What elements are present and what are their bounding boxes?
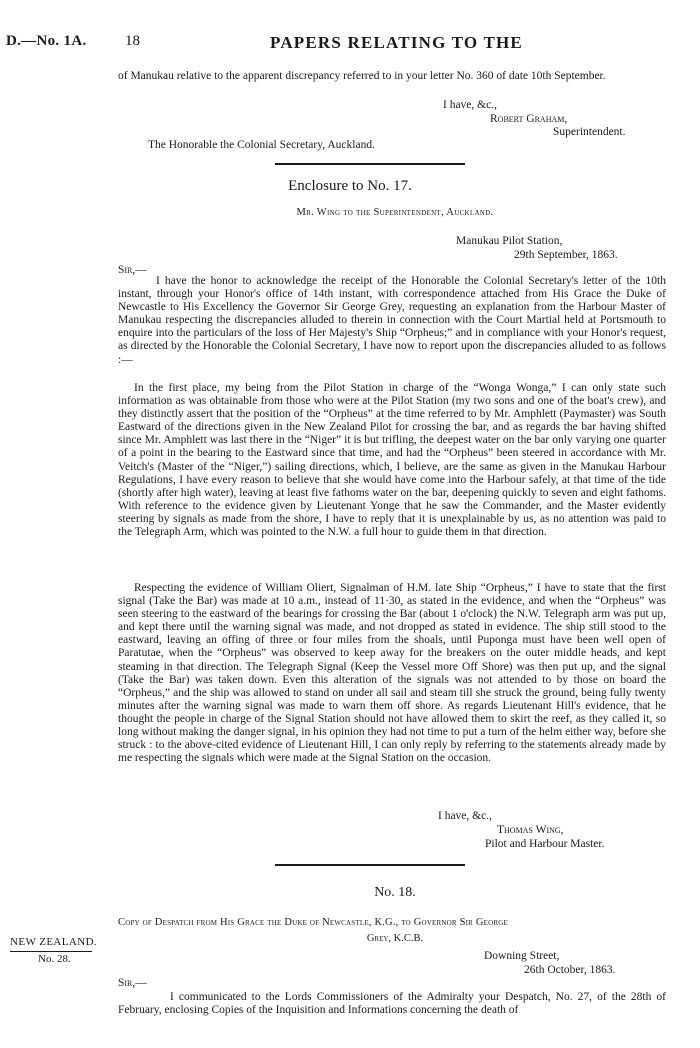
document-code: D.—No. 1A. <box>6 33 87 49</box>
enclosure-place: Manukau Pilot Station, <box>456 235 563 247</box>
enclosure-salutation: Sir,— <box>118 264 147 276</box>
despatch-paragraph: I communicated to the Lords Commissioners of the Admiralty your Despatch, No. 27, of the 28th of February, enclosing Copies of the Inquisition and Informations concerning the death of <box>118 991 666 1017</box>
despatch-salutation: Sir,— <box>118 977 147 989</box>
page-number: 18 <box>125 33 140 49</box>
despatch-title-line-1: Copy of Despatch from His Grace the Duke of Newcastle, K.G., to Governor Sir George <box>118 917 508 928</box>
page-title: PAPERS RELATING TO THE <box>270 33 523 52</box>
enclosure-subtitle: Mr. Wing to the Superintendent, Auckland. <box>296 207 494 218</box>
intro-signer-title: Superintendent. <box>553 126 626 138</box>
margin-number: No. 28. <box>38 953 71 965</box>
margin-rule <box>10 951 92 952</box>
enclosure-sign-off: I have, &c., <box>438 810 492 822</box>
intro-addressee: The Honorable the Colonial Secretary, Auckland. <box>148 139 375 151</box>
enclosure-paragraph-1: I have the honor to acknowledge the receipt of the Honorable the Colonial Secretary's letter of the 10th instant, through your Honor's office of 14th instant, with correspondence attached from His Grace the Duke of Newcastle to His Excellency the Governor Sir George Grey, requesting an explanation from the Harbour Master of Manukau respecting the discrepancies alluded to therein in connection with the Court Martial held at Portsmouth to enquire into the particulars of the loss of Her Majesty's Ship “Orpheus;” and in compliance with your Honor's request, as directed by the Honorable the Colonial Secretary, I have now to report upon the discrepancies alluded to as follows :— <box>118 275 666 366</box>
enclosure-paragraph-3: Respecting the evidence of William Oliert, Signalman of H.M. late Ship “Orpheus,” I have to state that the first signal (Take the Bar) was made at 10 a.m., instead of 11·30, as stated in the evidence, and when the “Orpheus” was seen steering to the eastward of the bearings for crossing the Bar (about 1 o'clock) the N.W. Telegraph arm was put up, and kept there until the warning signal was made, and not dropped as stated in evidence. The ship still stood to the eastward, leaving an offing of three or four miles from the shoals, until Puponga must have been well open of Paratutae, when the “Orpheus” was observed to keep away for the breakers on the outer middle heads, and kept steaming in that direction. The Telegraph Signal (Keep the Vessel more Off Shore) was then put up, and the signal (Take the Bar) was taken down. Even this alteration of the signals was not attended to by those on board the “Orpheus,” and the ship was allowed to stand on under all sail and steam till she struck the ground, being fully twenty minutes after the warning signal was made to warn them off shore. As regards Lieutenant Hill's evidence, that he thought the people in charge of the Signal Station should not have allowed them to skirt the reef, as they called it, so long without making the danger signal, in his opinion they had not time to put a turn of the helm either way, before she struck : to the above-cited evidence of Lieutenant Hill, I can only reply by referring to the statements already made by me respecting the signals which were made at the Signal Station on the occasion. <box>118 582 666 765</box>
intro-signer-name: Robert Graham, <box>490 113 568 125</box>
intro-text: of Manukau relative to the apparent discrepancy referred to in your letter No. 360 of date 10th September. <box>118 70 606 82</box>
enclosure-signer-name: Thomas Wing, <box>497 824 564 836</box>
despatch-place: Downing Street, <box>484 950 560 962</box>
enclosure-title: Enclosure to No. 17. <box>288 178 412 194</box>
enclosure-paragraph-2: In the first place, my being from the Pilot Station in charge of the “Wonga Wonga,” I can only state such information as was obtainable from those who were at the Pilot Station (my two sons and one of the boat's crew), and they distinctly assert that the position of the “Orpheus” at the time referred to by Mr. Amphlett (Paymaster) was South Eastward of the directions given in the New Zealand Pilot for crossing the bar, and as regards the bar having shifted since Mr. Amphlett was last there in the “Niger” it is but trifling, the deepest water on the bar only varying one quarter of a point in the bearing to the Eastward since that time, and had the “Orpheus” been steered in accordance with Mr. Veitch's (Master of the “Niger,”) sailing directions, which, I believe, are the same as given in the Manukau Harbour Regulations, I have every reason to believe that she would have come into the Harbour safely, at that time of the tide (shortly after high water), leaving at least five fathoms water on the bar, deepening quickly to seven and eight fathoms. With reference to the evidence given by Lieutenant Yonge that he saw the Commander, and the Master evidently steering by signals as made from the shore, I have to reply that it is unexplainable by us, as no attention was paid to the Telegraph Arm, which was pointed to the N.W. a full hour to guide them in that direction. <box>118 382 666 539</box>
section-divider <box>275 163 465 165</box>
enclosure-date: 29th September, 1863. <box>514 249 618 261</box>
despatch-number: No. 18. <box>374 885 416 900</box>
intro-sign-off: I have, &c., <box>443 99 497 111</box>
despatch-title-line-2: Grey, K.C.B. <box>366 933 424 944</box>
despatch-date: 26th October, 1863. <box>524 964 616 976</box>
enclosure-signer-title: Pilot and Harbour Master. <box>485 838 605 850</box>
margin-place: NEW ZEALAND. <box>10 936 98 948</box>
section-divider <box>275 864 465 866</box>
